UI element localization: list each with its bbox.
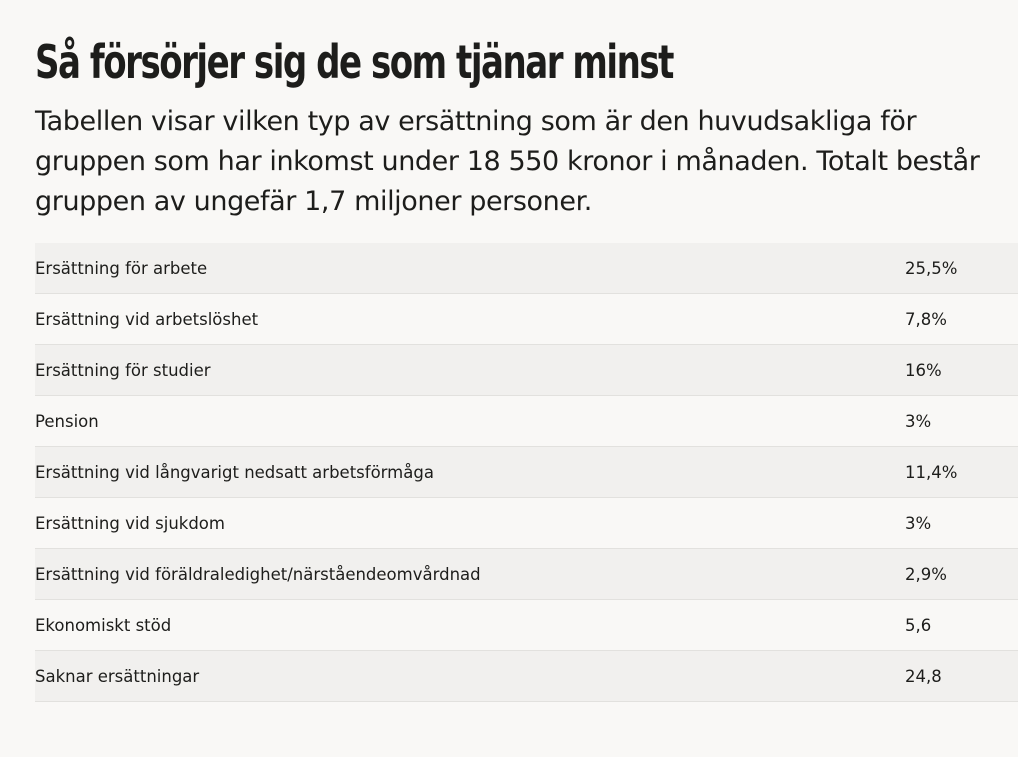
table-row — [35, 447, 1018, 498]
page-title: Så försörjer sig de som tjänar minst — [35, 35, 673, 89]
page-subtitle: Tabellen visar vilken typ av ersättning som är den huvudsakliga för gruppen som har inkomst under 18 550 kronor i månaden. Totalt består gruppen av ungefär 1,7 miljoner personer. — [35, 106, 980, 217]
row-label: Ersättning för arbete — [35, 258, 208, 278]
row-label: Ersättning för studier — [35, 360, 211, 380]
table-row — [35, 345, 1018, 396]
row-label: Ersättning vid sjukdom — [35, 513, 225, 533]
row-label: Saknar ersättningar — [35, 666, 200, 686]
row-value: 7,8% — [905, 309, 947, 329]
table-row — [35, 498, 1018, 549]
table-row — [35, 651, 1018, 702]
table-row — [35, 396, 1018, 447]
table-row — [35, 549, 1018, 600]
row-value: 11,4% — [905, 462, 958, 482]
table-row — [35, 600, 1018, 651]
data-table — [35, 243, 1018, 702]
row-value: 2,9% — [905, 564, 947, 584]
row-label: Ersättning vid långvarigt nedsatt arbetsförmåga — [35, 462, 434, 482]
row-label: Ersättning vid arbetslöshet — [35, 309, 259, 329]
row-value: 25,5% — [905, 258, 958, 278]
row-value: 5,6 — [905, 615, 932, 635]
table-row — [35, 243, 1018, 294]
row-value: 3% — [905, 411, 932, 431]
row-label: Pension — [35, 411, 99, 431]
row-value: 24,8 — [905, 666, 942, 686]
row-label: Ersättning vid föräldraledighet/närståendeomvårdnad — [35, 564, 481, 584]
row-value: 3% — [905, 513, 932, 533]
table-row — [35, 294, 1018, 345]
row-value: 16% — [905, 360, 942, 380]
row-label: Ekonomiskt stöd — [35, 615, 172, 635]
